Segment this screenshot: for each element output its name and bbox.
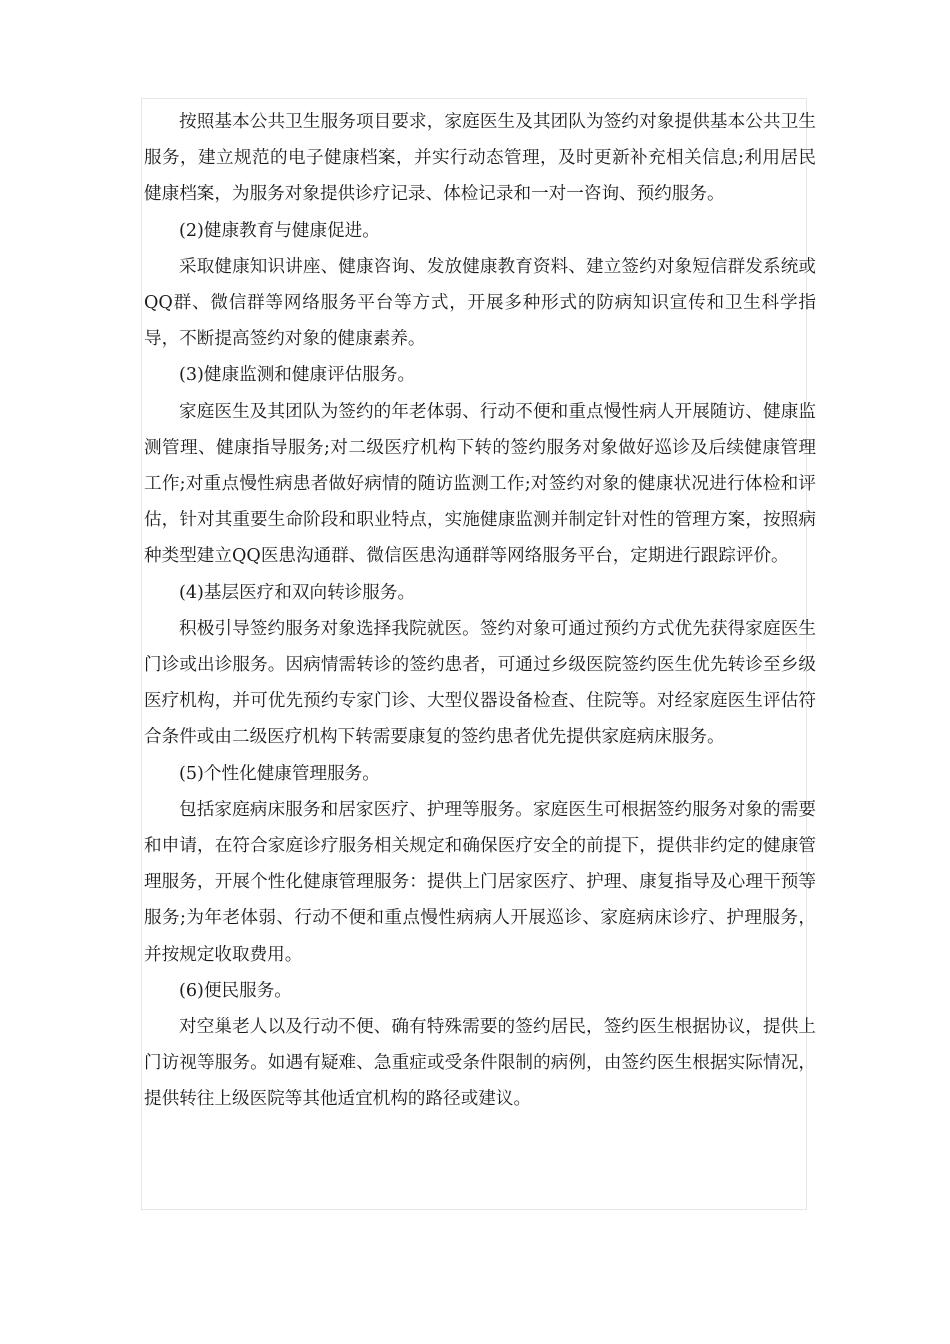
heading-primary-care-referral: (4)基层医疗和双向转诊服务。 <box>179 582 416 603</box>
paragraph-basic-public-health: 按照基本公共卫生服务项目要求，家庭医生及其团队为签约对象提供基本公共卫生服务，建立规范的电子健康档案，并实行动态管理，及时更新补充相关信息;利用居民健康档案，为服务对象提供诊疗记录、体检记录和一对一咨询、预约服务。 <box>144 112 816 205</box>
paragraph-primary-care-referral: 积极引导签约服务对象选择我院就医。签约对象可通过预约方式优先获得家庭医生门诊或出诊服务。因病情需转诊的签约患者，可通过乡级医院签约医生优先转诊至乡级医疗机构，并可优先预约专家门诊、大型仪器设备检查、住院等。对经家庭医生评估符合条件或由二级医疗机构下转需要康复的签约患者优先提供家庭病床服务。 <box>144 618 816 748</box>
paragraph-health-monitoring: 家庭医生及其团队为签约的年老体弱、行动不便和重点慢性病人开展随访、健康监测管理、健康指导服务;对二级医疗机构下转的签约服务对象做好巡诊及后续健康管理工作;对重点慢性病患者做好病情的随访监测工作;对签约对象的健康状况进行体检和评估，针对其重要生命阶段和职业特点，实施健康监测并制定针对性的管理方案，按照病种类型建立QQ医患沟通群、微信医患沟通群等网络服务平台，定期进行跟踪评价。 <box>144 401 816 567</box>
heading-personalized-care: (5)个性化健康管理服务。 <box>179 763 380 784</box>
heading-health-monitoring: (3)健康监测和健康评估服务。 <box>179 365 416 386</box>
heading-health-education: (2)健康教育与健康促进。 <box>179 220 380 241</box>
document-body <box>144 104 816 1118</box>
heading-convenience-service: (6)便民服务。 <box>179 980 292 1001</box>
paragraph-personalized-care: 包括家庭病床服务和居家医疗、护理等服务。家庭医生可根据签约服务对象的需要和申请，在符合家庭诊疗服务相关规定和确保医疗安全的前提下，提供非约定的健康管理服务，开展个性化健康管理服务：提供上门居家医疗、护理、康复指导及心理干预等服务;为年老体弱、行动不便和重点慢性病病人开展巡诊、家庭病床诊疗、护理服务，并按规定收取费用。 <box>144 799 816 965</box>
paragraph-convenience-service: 对空巢老人以及行动不便、确有特殊需要的签约居民，签约医生根据协议，提供上门访视等服务。如遇有疑难、急重症或受条件限制的病例，由签约医生根据实际情况，提供转往上级医院等其他适宜机构的路径或建议。 <box>144 1017 816 1110</box>
paragraph-health-education: 采取健康知识讲座、健康咨询、发放健康教育资料、建立签约对象短信群发系统或QQ群、微信群等网络服务平台等方式，开展多种形式的防病知识宣传和卫生科学指导，不断提高签约对象的健康素养。 <box>144 256 816 350</box>
